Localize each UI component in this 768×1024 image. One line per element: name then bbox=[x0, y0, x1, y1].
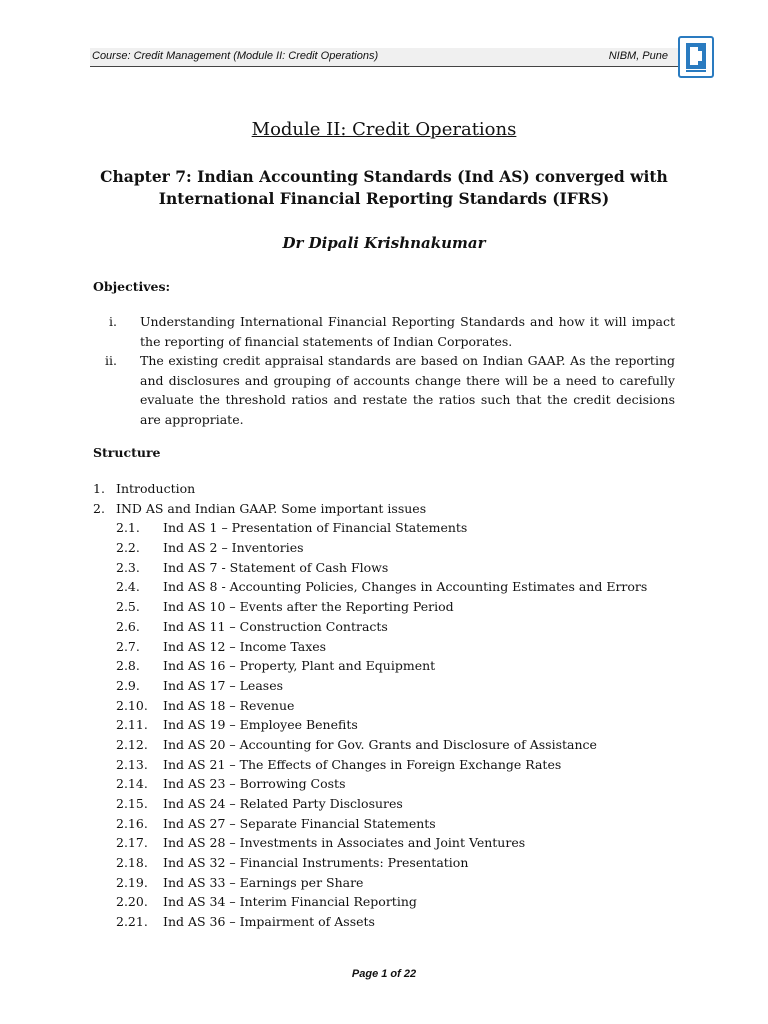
page-number: Page 1 of 22 bbox=[351, 968, 417, 980]
toc-subitem bbox=[93, 696, 683, 716]
item-number: 2.6. bbox=[116, 618, 140, 634]
item-text: Ind AS 18 – Revenue bbox=[163, 697, 295, 713]
item-number: 2.19. bbox=[116, 874, 148, 890]
item-number: 2.18. bbox=[116, 855, 148, 871]
objectives-heading: Objectives: bbox=[93, 279, 171, 294]
item-number: 2.13. bbox=[116, 756, 148, 772]
item-text: Ind AS 23 – Borrowing Costs bbox=[163, 776, 346, 792]
toc-subitem bbox=[93, 637, 683, 657]
toc-subitem bbox=[93, 577, 683, 597]
toc-subitem bbox=[93, 774, 683, 794]
item-text: Ind AS 16 – Property, Plant and Equipment bbox=[163, 658, 436, 674]
item-text: Ind AS 20 – Accounting for Gov. Grants and Disclosure of Assistance bbox=[163, 736, 597, 752]
page-header bbox=[90, 48, 678, 67]
item-text: Ind AS 12 – Income Taxes bbox=[163, 638, 327, 654]
item-text: Ind AS 7 - Statement of Cash Flows bbox=[163, 559, 389, 575]
toc-item bbox=[93, 499, 683, 519]
structure-heading: Structure bbox=[93, 445, 161, 460]
toc-subitem bbox=[93, 597, 683, 617]
item-number: i. bbox=[109, 314, 117, 329]
item-text: Ind AS 33 – Earnings per Share bbox=[163, 874, 364, 890]
institute-label: NIBM, Pune bbox=[608, 50, 668, 62]
chapter-title-line-1: Chapter 7: Indian Accounting Standards (Ind AS) converged with bbox=[100, 167, 668, 186]
toc-item bbox=[93, 479, 683, 499]
item-number: 2.20. bbox=[116, 894, 148, 910]
item-text: Ind AS 27 – Separate Financial Statements bbox=[163, 815, 436, 831]
item-text: Ind AS 17 – Leases bbox=[163, 677, 284, 693]
item-number: 2.12. bbox=[116, 736, 148, 752]
list-item bbox=[93, 312, 675, 351]
item-text: Ind AS 21 – The Effects of Changes in Foreign Exchange Rates bbox=[163, 756, 562, 772]
item-text: Ind AS 11 – Construction Contracts bbox=[163, 618, 388, 634]
item-number: 2.7. bbox=[116, 638, 140, 654]
item-number: 2.16. bbox=[116, 815, 148, 831]
item-number: 2.4. bbox=[116, 579, 140, 595]
toc-subitem bbox=[93, 794, 683, 814]
nibm-logo-icon bbox=[678, 36, 714, 78]
item-number: 2.14. bbox=[116, 776, 148, 792]
item-number: 2.15. bbox=[116, 796, 148, 811]
toc-subitem bbox=[93, 833, 683, 853]
item-number: 2.8. bbox=[116, 658, 140, 674]
toc-subitem bbox=[93, 538, 683, 558]
course-label: Course: Credit Management (Module II: Credit Operations) bbox=[92, 50, 379, 62]
item-text: The existing credit appraisal standards are based on Indian GAAP. As the reporting and disclosures and grouping of accounts change there will be a need to carefully evaluate the threshold ratios and restate the ratios such that the credit decisions are appropriate. bbox=[140, 353, 675, 427]
list-item bbox=[93, 351, 675, 429]
item-number: ii. bbox=[105, 353, 117, 369]
module-title: Module II: Credit Operations bbox=[251, 119, 517, 140]
item-number: 2.5. bbox=[116, 599, 140, 615]
toc-subitem bbox=[93, 755, 683, 775]
toc-subitem bbox=[93, 676, 683, 696]
chapter-title-line-2: International Financial Reporting Standards (IFRS) bbox=[158, 189, 610, 208]
toc-subitem bbox=[93, 715, 683, 735]
toc-subitem bbox=[93, 518, 683, 538]
item-text: Understanding International Financial Reporting Standards and how it will impact the reporting of financial statements of Indian Corporates. bbox=[140, 314, 675, 349]
objectives-list bbox=[93, 312, 675, 430]
item-number: 2.11. bbox=[116, 717, 148, 733]
item-text: IND AS and Indian GAAP. Some important issues bbox=[116, 500, 427, 516]
item-text: Ind AS 24 – Related Party Disclosures bbox=[163, 796, 403, 811]
item-text: Ind AS 34 – Interim Financial Reporting bbox=[163, 894, 417, 910]
toc-subitem bbox=[93, 853, 683, 873]
item-text: Ind AS 10 – Events after the Reporting Period bbox=[163, 599, 454, 615]
item-text: Introduction bbox=[116, 481, 196, 496]
item-text: Ind AS 8 - Accounting Policies, Changes in Accounting Estimates and Errors bbox=[163, 579, 648, 595]
toc-subitem bbox=[93, 814, 683, 834]
item-number: 2.21. bbox=[116, 914, 148, 930]
item-text: Ind AS 1 – Presentation of Financial Statements bbox=[163, 520, 468, 536]
toc-subitem bbox=[93, 617, 683, 637]
item-number: 2.1. bbox=[116, 520, 140, 536]
item-number: 2.17. bbox=[116, 835, 148, 851]
structure-list bbox=[93, 479, 683, 932]
item-number: 1. bbox=[93, 481, 105, 496]
toc-subitem bbox=[93, 873, 683, 893]
item-number: 2.10. bbox=[116, 697, 148, 713]
toc-subitem bbox=[93, 912, 683, 932]
toc-subitem bbox=[93, 656, 683, 676]
chapter-title bbox=[0, 166, 768, 210]
item-text: Ind AS 2 – Inventories bbox=[163, 540, 304, 556]
toc-subitem bbox=[93, 735, 683, 755]
item-number: 2.9. bbox=[116, 677, 140, 693]
item-text: Ind AS 36 – Impairment of Assets bbox=[163, 914, 375, 930]
toc-subitem bbox=[93, 558, 683, 578]
item-text: Ind AS 28 – Investments in Associates and Joint Ventures bbox=[163, 835, 526, 851]
item-text: Ind AS 19 – Employee Benefits bbox=[163, 717, 358, 733]
item-text: Ind AS 32 – Financial Instruments: Presentation bbox=[163, 855, 469, 871]
author-name: Dr Dipali Krishnakumar bbox=[282, 234, 486, 252]
item-number: 2.2. bbox=[116, 540, 140, 556]
item-number: 2. bbox=[93, 500, 105, 516]
item-number: 2.3. bbox=[116, 559, 140, 575]
toc-subitem bbox=[93, 892, 683, 912]
